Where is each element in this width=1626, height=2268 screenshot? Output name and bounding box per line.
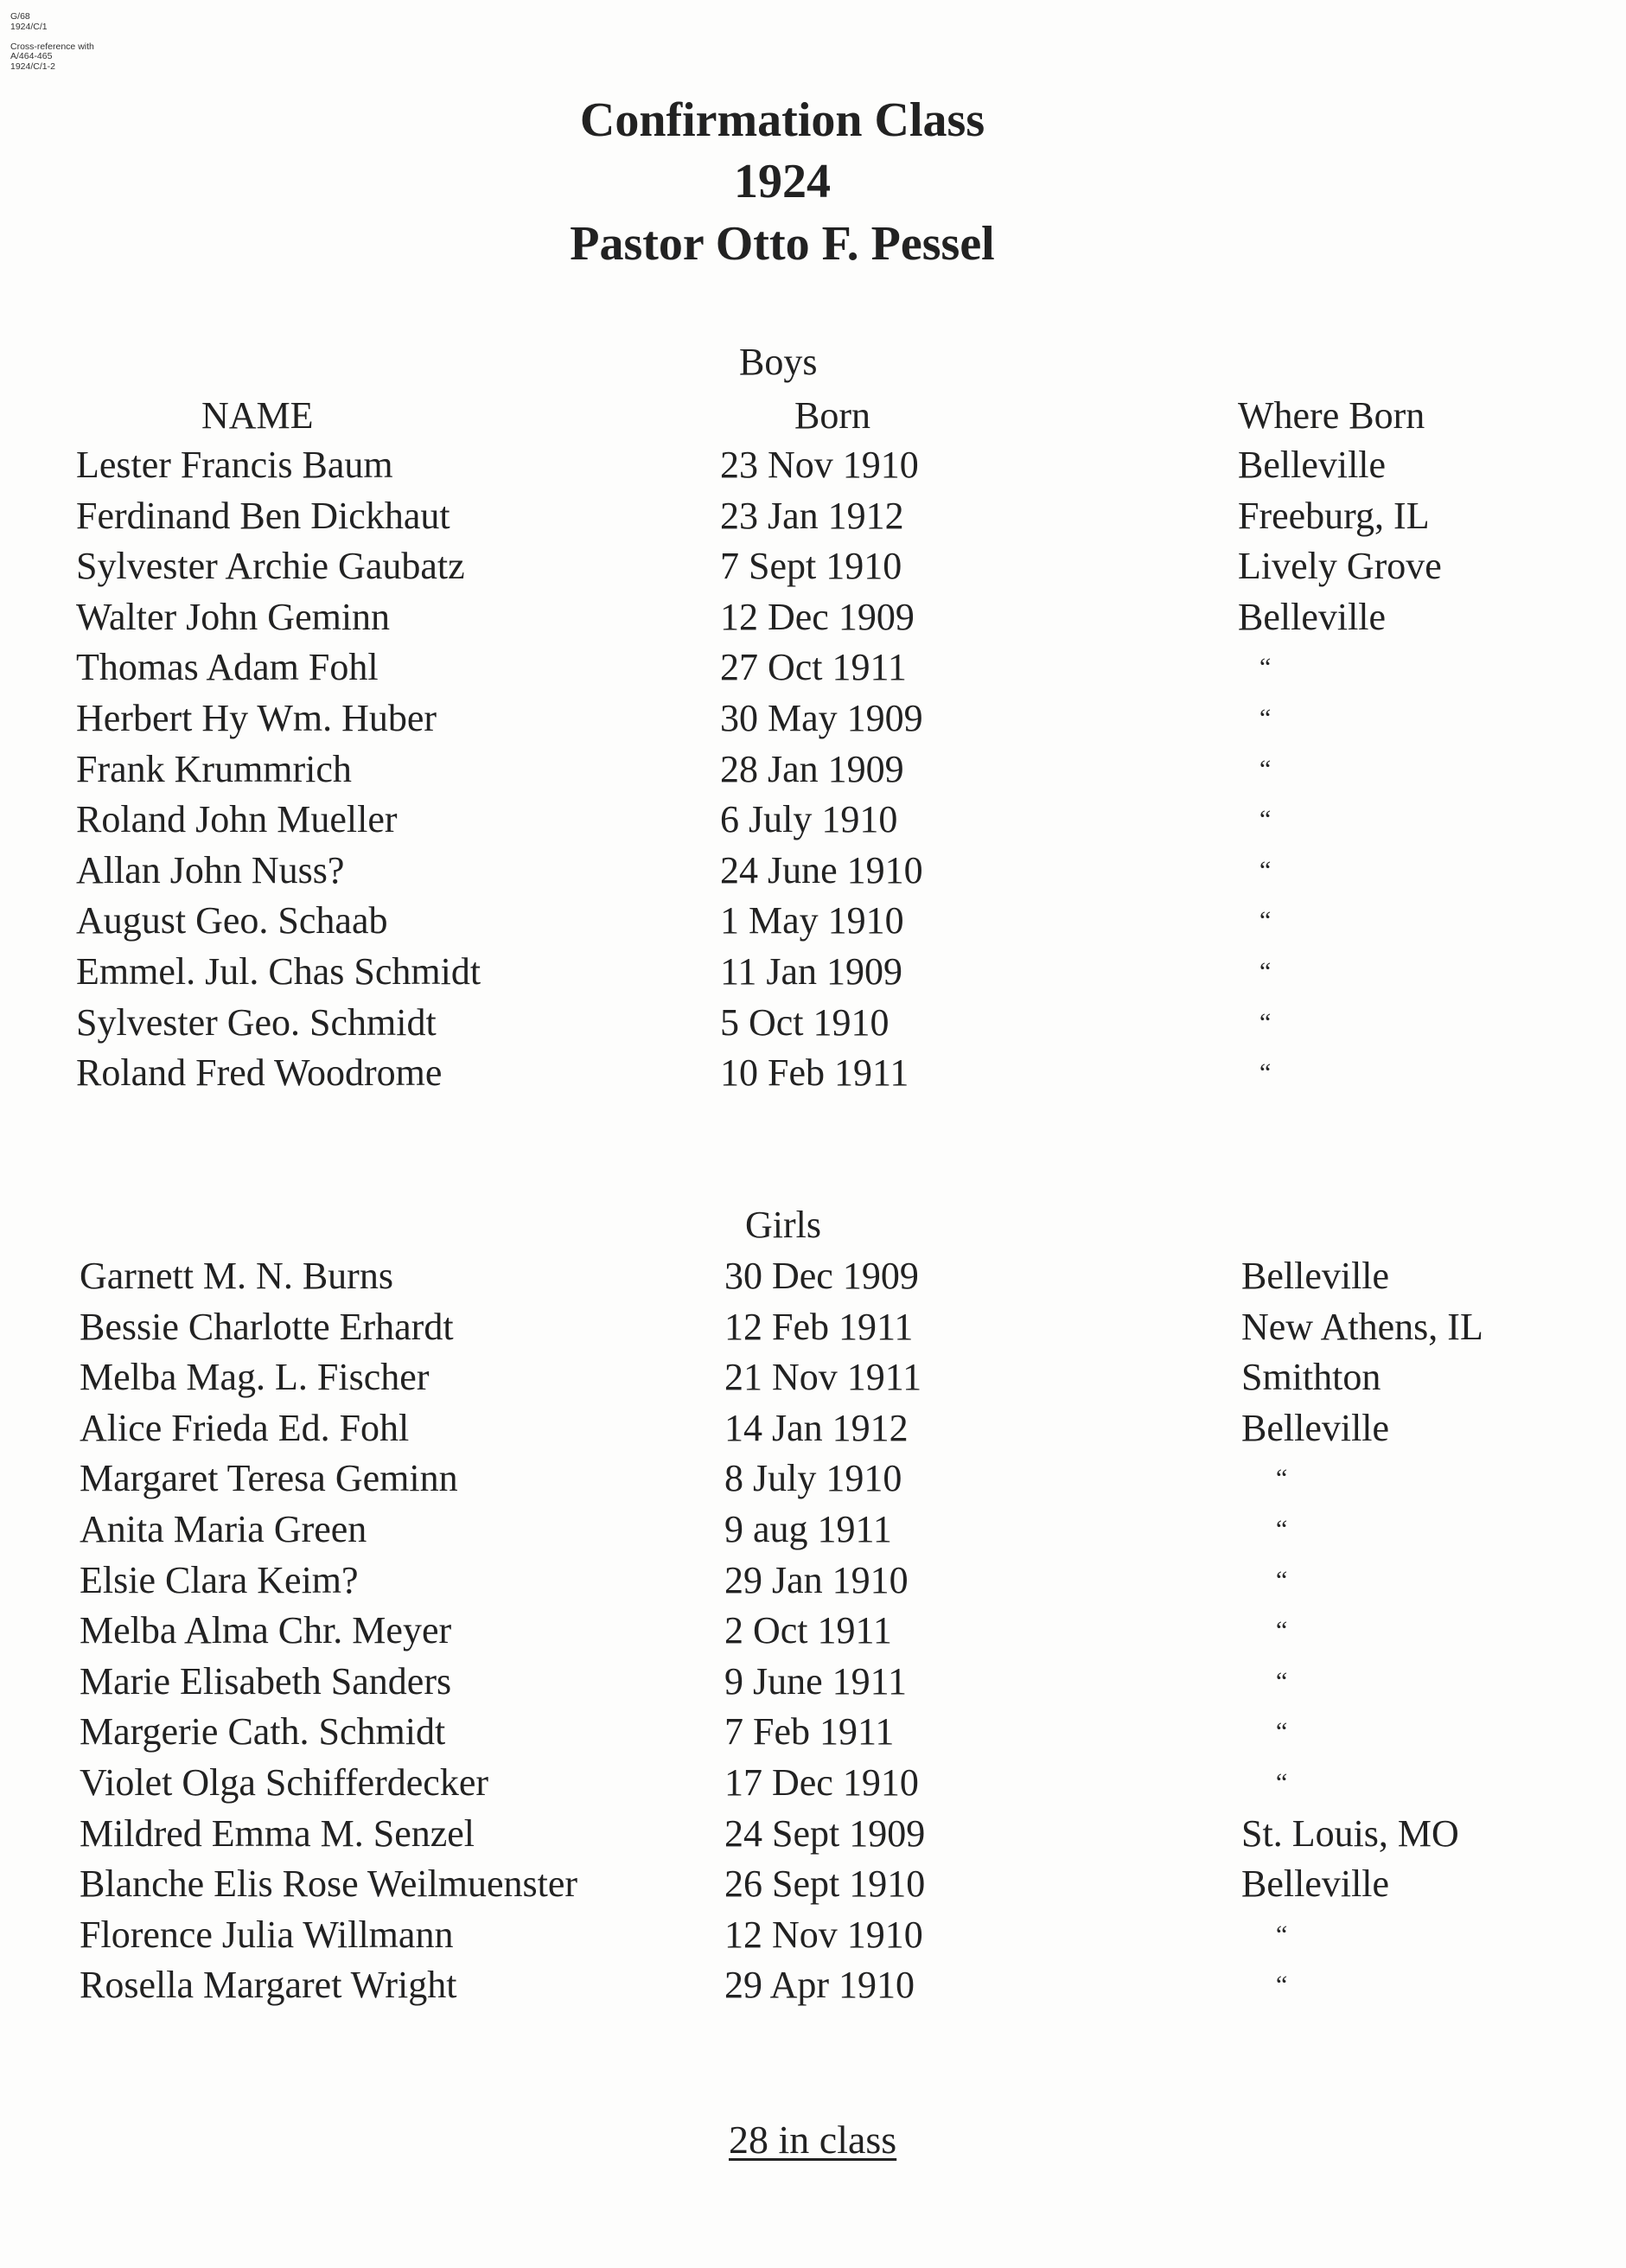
column-header-name: NAME: [201, 394, 314, 437]
birth-date: 9 aug 1911: [724, 1507, 892, 1550]
ref-line: Cross-reference with: [10, 41, 94, 52]
ditto-mark: “: [1259, 754, 1272, 783]
birth-date: 24 Sept 1909: [724, 1811, 926, 1855]
birth-date: 12 Dec 1909: [720, 595, 915, 638]
ditto-mark: “: [1276, 1666, 1288, 1696]
table-row: [0, 1253, 1626, 1304]
birth-date: 9 June 1911: [724, 1659, 908, 1703]
student-name: Thomas Adam Fohl: [76, 646, 379, 689]
student-name: Violet Olga Schifferdecker: [80, 1760, 489, 1804]
student-name: August Geo. Schaab: [76, 899, 388, 942]
ditto-mark: “: [1259, 855, 1272, 885]
student-name: Ferdinand Ben Dickhaut: [76, 494, 450, 537]
birth-date: 17 Dec 1910: [724, 1760, 919, 1804]
student-name: Herbert Hy Wm. Huber: [76, 696, 437, 739]
student-name: Margaret Teresa Geminn: [80, 1457, 458, 1500]
table-row: [0, 1000, 1626, 1051]
birth-date: 21 Nov 1911: [724, 1356, 922, 1399]
birth-place: Smithton: [1241, 1356, 1381, 1399]
birth-date: 23 Nov 1910: [720, 444, 919, 486]
birth-date: 7 Sept 1910: [720, 545, 902, 588]
document-year: 1924: [734, 155, 831, 208]
student-name: Melba Mag. L. Fischer: [80, 1356, 430, 1399]
ref-line: A/464-465: [10, 51, 53, 61]
birth-place: New Athens, IL: [1241, 1305, 1483, 1348]
table-row: [0, 1304, 1626, 1355]
table-row: [0, 1709, 1626, 1760]
table-row: [0, 442, 1626, 493]
birth-date: 30 May 1909: [720, 696, 923, 739]
student-name: Roland Fred Woodrome: [76, 1051, 443, 1095]
ditto-mark: “: [1276, 1717, 1288, 1747]
birth-date: 1 May 1910: [720, 899, 904, 942]
ref-gap: [10, 32, 94, 42]
birth-date: 14 Jan 1912: [724, 1406, 909, 1449]
girls-heading: Girls: [745, 1204, 821, 1246]
ditto-mark: “: [1276, 1616, 1288, 1645]
birth-date: 23 Jan 1912: [720, 494, 904, 537]
ditto-mark: “: [1259, 805, 1272, 834]
table-row: [0, 949, 1626, 1000]
table-row: [0, 1506, 1626, 1557]
birth-date: 2 Oct 1911: [724, 1609, 892, 1652]
table-row: [0, 746, 1626, 797]
column-header-where-born: Where Born: [1238, 394, 1425, 437]
table-row: [0, 1811, 1626, 1862]
table-row: [0, 847, 1626, 898]
column-header-born: Born: [794, 394, 870, 437]
student-name: Lester Francis Baum: [76, 444, 393, 486]
table-row: [0, 1912, 1626, 1963]
student-name: Rosella Margaret Wright: [80, 1964, 457, 2007]
girls-table: [0, 1253, 1626, 2013]
boys-table: [0, 442, 1626, 1101]
birth-date: 30 Dec 1909: [724, 1255, 919, 1297]
birth-date: 12 Feb 1911: [724, 1305, 914, 1348]
table-row: [0, 493, 1626, 544]
student-name: Margerie Cath. Schmidt: [80, 1710, 446, 1754]
student-name: Sylvester Archie Gaubatz: [76, 545, 465, 588]
ditto-mark: “: [1259, 703, 1272, 732]
birth-date: 8 July 1910: [724, 1457, 902, 1500]
table-row: [0, 1405, 1626, 1456]
birth-date: 6 July 1910: [720, 798, 898, 841]
student-name: Blanche Elis Rose Weilmuenster: [80, 1862, 578, 1906]
table-row: [0, 1658, 1626, 1709]
ditto-mark: “: [1276, 1767, 1288, 1797]
document-title: Confirmation Class: [579, 93, 985, 147]
student-name: Melba Alma Chr. Meyer: [80, 1609, 452, 1652]
student-name: Garnett M. N. Burns: [80, 1255, 393, 1297]
table-row: [0, 1962, 1626, 2013]
table-row: [0, 695, 1626, 746]
ref-line: G/68: [10, 11, 30, 22]
birth-date: 26 Sept 1910: [724, 1862, 926, 1906]
student-name: Florence Julia Willmann: [80, 1913, 454, 1956]
document-pastor: Pastor Otto F. Pessel: [570, 217, 995, 271]
ditto-mark: “: [1259, 1007, 1272, 1037]
birth-place: Belleville: [1241, 1255, 1390, 1297]
table-row: [0, 644, 1626, 695]
student-name: Alice Frieda Ed. Fohl: [80, 1406, 410, 1449]
birth-place: Belleville: [1241, 1406, 1390, 1449]
birth-place: Lively Grove: [1238, 545, 1442, 588]
student-name: Marie Elisabeth Sanders: [80, 1659, 452, 1703]
birth-date: 10 Feb 1911: [720, 1051, 909, 1095]
student-name: Sylvester Geo. Schmidt: [76, 1000, 437, 1044]
birth-place: Belleville: [1238, 595, 1387, 638]
ditto-mark: “: [1276, 1971, 1288, 2000]
student-name: Emmel. Jul. Chas Schmidt: [76, 949, 481, 993]
birth-date: 12 Nov 1910: [724, 1913, 923, 1956]
student-name: Allan John Nuss?: [76, 848, 345, 891]
student-name: Roland John Mueller: [76, 798, 398, 841]
table-row: [0, 1760, 1626, 1811]
student-name: Frank Krummrich: [76, 747, 352, 790]
ditto-mark: “: [1259, 906, 1272, 936]
student-name: Mildred Emma M. Senzel: [80, 1811, 475, 1855]
student-name: Elsie Clara Keim?: [80, 1558, 359, 1601]
ditto-mark: “: [1259, 1058, 1272, 1088]
student-name: Bessie Charlotte Erhardt: [80, 1305, 454, 1348]
table-row: [0, 1607, 1626, 1658]
birth-date: 11 Jan 1909: [720, 949, 903, 993]
table-row: [0, 543, 1626, 594]
birth-date: 28 Jan 1909: [720, 747, 904, 790]
ditto-mark: “: [1276, 1464, 1288, 1493]
birth-place: Belleville: [1241, 1862, 1390, 1906]
ditto-mark: “: [1259, 956, 1272, 986]
student-name: Anita Maria Green: [80, 1507, 367, 1550]
table-row: [0, 898, 1626, 949]
birth-date: 29 Jan 1910: [724, 1558, 909, 1601]
ditto-mark: “: [1276, 1920, 1288, 1949]
class-total: 28 in class: [729, 2118, 897, 2162]
boys-heading: Boys: [739, 341, 818, 383]
table-row: [0, 796, 1626, 847]
table-row: [0, 1354, 1626, 1405]
birth-date: 5 Oct 1910: [720, 1000, 890, 1044]
birth-date: 7 Feb 1911: [724, 1710, 895, 1754]
table-row: [0, 1861, 1626, 1912]
birth-date: 29 Apr 1910: [724, 1964, 915, 2007]
table-row: [0, 1050, 1626, 1101]
ditto-mark: “: [1276, 1514, 1288, 1543]
table-row: [0, 1455, 1626, 1506]
ref-line: 1924/C/1: [10, 21, 48, 32]
birth-date: 27 Oct 1911: [720, 646, 907, 689]
birth-place: Belleville: [1238, 444, 1387, 486]
birth-place: Freeburg, IL: [1238, 494, 1430, 537]
student-name: Walter John Geminn: [76, 595, 391, 638]
birth-date: 24 June 1910: [720, 848, 923, 891]
ditto-mark: “: [1276, 1565, 1288, 1594]
table-row: [0, 594, 1626, 645]
birth-place: St. Louis, MO: [1241, 1811, 1459, 1855]
reference-note: [10, 12, 94, 72]
ditto-mark: “: [1259, 653, 1272, 682]
table-row: [0, 1557, 1626, 1608]
ref-line: 1924/C/1-2: [10, 61, 55, 72]
